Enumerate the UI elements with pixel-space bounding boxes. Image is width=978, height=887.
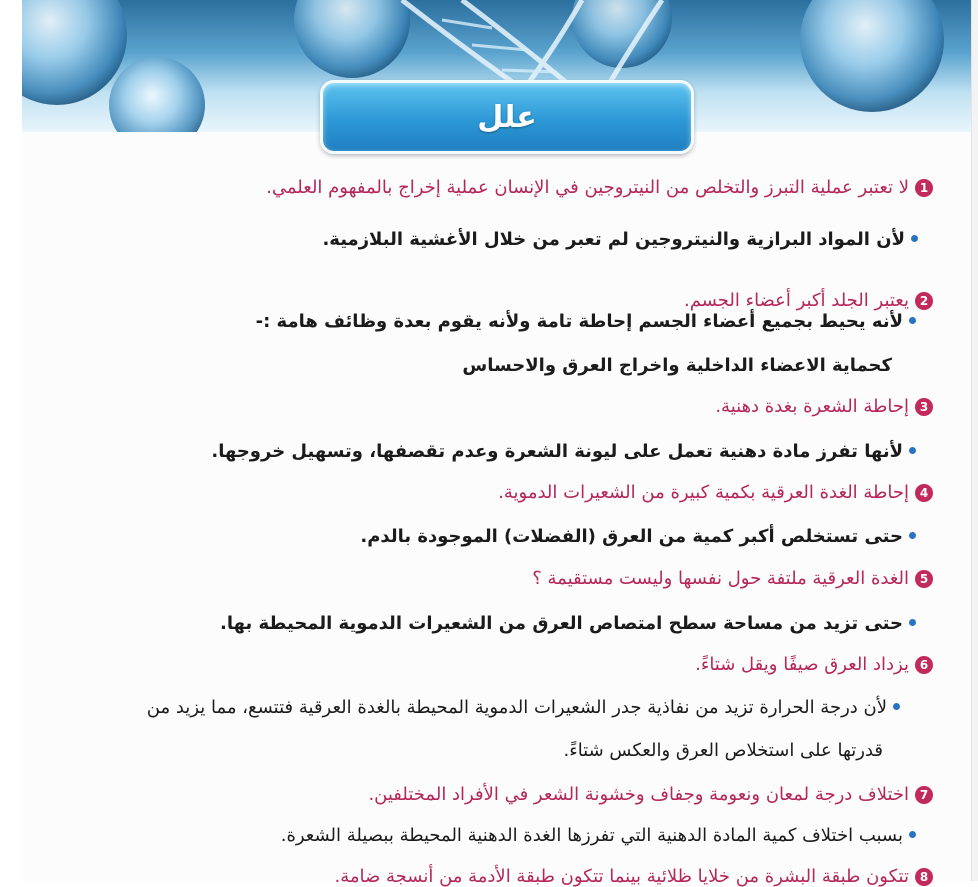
bullet-icon bbox=[911, 235, 918, 242]
answer-text: كحماية الاعضاء الداخلية واخراج العرق والاحساس bbox=[462, 355, 892, 376]
question-text: إحاطة الشعرة بغدة دهنية. bbox=[715, 396, 909, 417]
answer-text: لأن المواد البرازية والنيتروجين لم تعبر من خلال الأغشية البلازمية. bbox=[322, 229, 905, 250]
answer-4 bbox=[360, 526, 916, 547]
question-8 bbox=[335, 866, 934, 887]
bullet-icon bbox=[893, 703, 900, 710]
question-text: لا تعتبر عملية التبرز والتخلص من النيتروجين في الإنسان عملية إخراج بالمفهوم العلمي. bbox=[266, 177, 909, 198]
question-3 bbox=[715, 396, 933, 417]
answer-text: لأنه يحيط بجميع أعضاء الجسم إحاطة تامة ولأنه يقوم بعدة وظائف هامة :- bbox=[255, 311, 903, 332]
page-margin bbox=[0, 0, 22, 881]
question-1 bbox=[266, 177, 933, 198]
answer-2 bbox=[256, 311, 916, 332]
question-2 bbox=[684, 290, 933, 311]
number-badge: 4 bbox=[915, 484, 933, 502]
question-text: إحاطة الغدة العرقية بكمية كبيرة من الشعيرات الدموية. bbox=[498, 482, 909, 503]
answer-text: لأنها تفرز مادة دهنية تعمل على ليونة الشعرة وعدم تقصفها، وتسهيل خروجها. bbox=[211, 441, 903, 462]
number-badge: 7 bbox=[915, 786, 933, 804]
scrollbar-track[interactable] bbox=[971, 0, 978, 881]
question-7 bbox=[368, 784, 933, 805]
number-badge: 3 bbox=[915, 398, 933, 416]
answer-1 bbox=[322, 229, 918, 250]
question-text: تتكون طبقة البشرة من خلايا ظلائية بينما تتكون طبقة الأدمة من أنسجة ضامة. bbox=[334, 866, 909, 887]
question-text: اختلاف درجة لمعان ونعومة وجفاف وخشونة الشعر في الأفراد المختلفين. bbox=[368, 784, 909, 805]
bullet-icon bbox=[909, 317, 916, 324]
answer-3 bbox=[211, 441, 916, 462]
number-badge: 2 bbox=[915, 292, 933, 310]
answer-6 bbox=[147, 697, 900, 718]
answer-text: حتى تزيد من مساحة سطح امتصاص العرق من الشعيرات الدموية المحيطة بها. bbox=[220, 613, 903, 634]
question-text: الغدة العرقية ملتفة حول نفسها وليست مستقيمة ؟ bbox=[532, 568, 909, 589]
bullet-icon bbox=[909, 447, 916, 454]
question-text: يزداد العرق صيفًا ويقل شتاءً. bbox=[695, 654, 909, 675]
answer-text: بسبب اختلاف كمية المادة الدهنية التي تفرزها الغدة الدهنية المحيطة ببصيلة الشعرة. bbox=[280, 825, 903, 846]
answer-text: لأن درجة الحرارة تزيد من نفاذية جدر الشعيرات الدموية المحيطة بالغدة العرقية فتتسع، مما يزيد من bbox=[146, 697, 887, 718]
answer-7 bbox=[281, 825, 916, 846]
answer-text: حتى تستخلص أكبر كمية من العرق (الفضلات) الموجودة بالدم. bbox=[360, 526, 903, 547]
number-badge: 5 bbox=[915, 570, 933, 588]
question-4 bbox=[498, 482, 933, 503]
answer-5 bbox=[220, 613, 916, 634]
section-title-box bbox=[320, 80, 694, 154]
number-badge: 1 bbox=[915, 179, 933, 197]
bullet-icon bbox=[909, 532, 916, 539]
answer-text: قدرتها على استخلاص العرق والعكس شتاءً. bbox=[563, 740, 883, 761]
number-badge: 8 bbox=[915, 868, 933, 886]
number-badge: 6 bbox=[915, 656, 933, 674]
bullet-icon bbox=[909, 619, 916, 626]
bullet-icon bbox=[909, 831, 916, 838]
question-6 bbox=[695, 654, 933, 675]
answer-6-continued bbox=[564, 740, 883, 761]
section-title: علل bbox=[477, 99, 537, 135]
answer-2-continued bbox=[462, 355, 892, 376]
question-5 bbox=[532, 568, 933, 589]
question-text: يعتبر الجلد أكبر أعضاء الجسم. bbox=[684, 290, 909, 311]
